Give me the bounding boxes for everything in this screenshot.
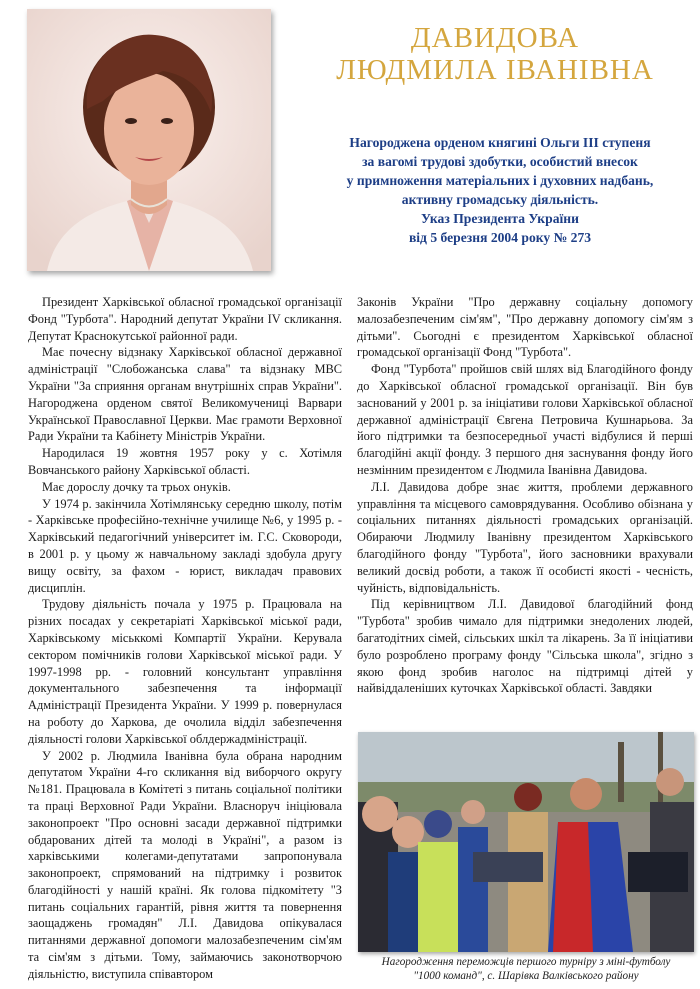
paragraph: Л.І. Давидова добре знає життя, проблеми державного управління та місцевого самоврядування. Особливо обізнана у соціальних питаннях діяльності громадських організацій. Обираючи Людмилу Іванівну президентом Харківського благодійного фонду "Турбота", його засновники врахували великий досвід роботи, а також її особисті якості - чесність, чуйність, відповідальність. (357, 479, 693, 595)
award-statement (300, 133, 700, 247)
caption-line-1: Нагородження переможців першого турніру з міні-футболу (381, 956, 671, 968)
paragraph: Законів України "Про державну соціальну допомогу малозабезпеченим сім'ям", "Про державну допомогу сім'ям з дітьми". Сьогодні є президентом Харківської обласної громадської організації Фонд "Турбота". (357, 295, 693, 360)
biography-right-column (357, 294, 693, 697)
award-line: від 5 березня 2004 року № 273 (408, 230, 592, 245)
caption-line-2: "1000 команд", с. Шарівка Валківського району (413, 970, 639, 982)
portrait-photo (27, 9, 271, 271)
person-name (300, 22, 690, 86)
photo-caption (358, 955, 694, 983)
award-line: у примноження матеріальних і духовних надбань, (346, 173, 654, 188)
paragraph: Має почесну відзнаку Харківської обласної державної адміністрації "Слобожанська слава" та відзнаку МВС України "За сприяння органам внутрішніх справ України". Нагороджена орденом святої Великомучениці Варвари Української Православної Церкви. Має грамоти Верховної Ради України та Кабінету Міністрів України. (28, 345, 342, 444)
paragraph: Під керівництвом Л.І. Давидової благодійний фонд "Турбота" зробив чимало для підтримки знедолених людей, багатодітних сімей, сільських шкіл та лікарень. За її ініціативи було розроблено програму фонду "Сільська школа", згідно з якою фонд зробив наголос на підтримці дітей у найвіддаленіших куточках Харківської області. Завдяки (357, 597, 693, 696)
paragraph: Трудову діяльність почала у 1975 р. Працювала на різних посадах у секретаріаті Харківської міської ради, Харківському міськкомі Компартії України. Керувала сектором помічників голови Харківської міської ради. У 1997-1998 рр. - головний консультант управління документального забезпечення та інформації Адміністрації Президента України. У 1999 р. повернулася на роботу до Харкова, де очолила відділ забезпечення діяльності голови Харківської облдержадміністрації. (28, 597, 342, 746)
award-line: активну громадську діяльність. (401, 192, 599, 207)
biography-left-column (28, 294, 342, 983)
paragraph: Президент Харківської обласної громадської організації Фонд "Турбота". Народний депутат України IV скликання. Депутат Краснокутської районної ради. (28, 295, 342, 343)
paragraph: У 2002 р. Людмила Іванівна була обрана народним депутатом України 4-го скликання від виборчого округу №181. Працювала в Комітеті з питань соціальної політики та праці Верховної Ради України. Власноруч ініціювала законопроект "Про основні засади державної підтримки обдарованих дітей та молоді в Україні", а разом із харківськими колегами-депутатами запропонувала законопроект, спрямований на підтримку і розвиток благодійності у нашій країні. Як голова підкомітету "З питань соціальних гарантій, рівня життя та повернення заощаджень громадян" Л.І. Давидова опікувалася питаннями державної допомоги малозабезпеченим сім'ям та сім'ям з дітьми. Тому, займаючись законотворчою діяльністю, виступила співавтором (28, 748, 342, 981)
name-line-1: ДАВИДОВА (410, 22, 580, 54)
event-photo (358, 732, 694, 952)
award-line: Указ Президента України (421, 211, 579, 226)
name-line-2: ЛЮДМИЛА ІВАНІВНА (336, 54, 654, 86)
paragraph: Має дорослу дочку та трьох онуків. (42, 479, 231, 494)
paragraph: Народилася 19 жовтня 1957 року у с. Хотімля Вовчанського району Харківської області. (28, 446, 342, 477)
award-line: Нагороджена орденом княгині Ольги ІІІ ступеня (349, 135, 651, 150)
award-line: за вагомі трудові здобутки, особистий внесок (362, 154, 638, 169)
paragraph: Фонд "Турбота" пройшов свій шлях від Благодійного фонду до Харківської обласної громадської організації. Він був заснований у 2001 р. за ініціативи голови Харківської обласної державної адміністрації Євгена Петровича Кушнарьова. За його підтримки та безпосередньої участі відбулися й перші благодійні акції фонду. З першого дня заснування фонду його незмінним президентом є Людмила Іванівна Давидова. (357, 362, 693, 477)
paragraph: У 1974 р. закінчила Хотімлянську середню школу, потім - Харківське професійно-технічне училище №6, у 1995 р. - Харківський педагогічний університет ім. Г.С. Сковороди, в 2001 р. у цьому ж навчальному закладі здобула другу вищу освіту, за фахом - юрист, викладач правових дисциплін. (28, 496, 342, 595)
